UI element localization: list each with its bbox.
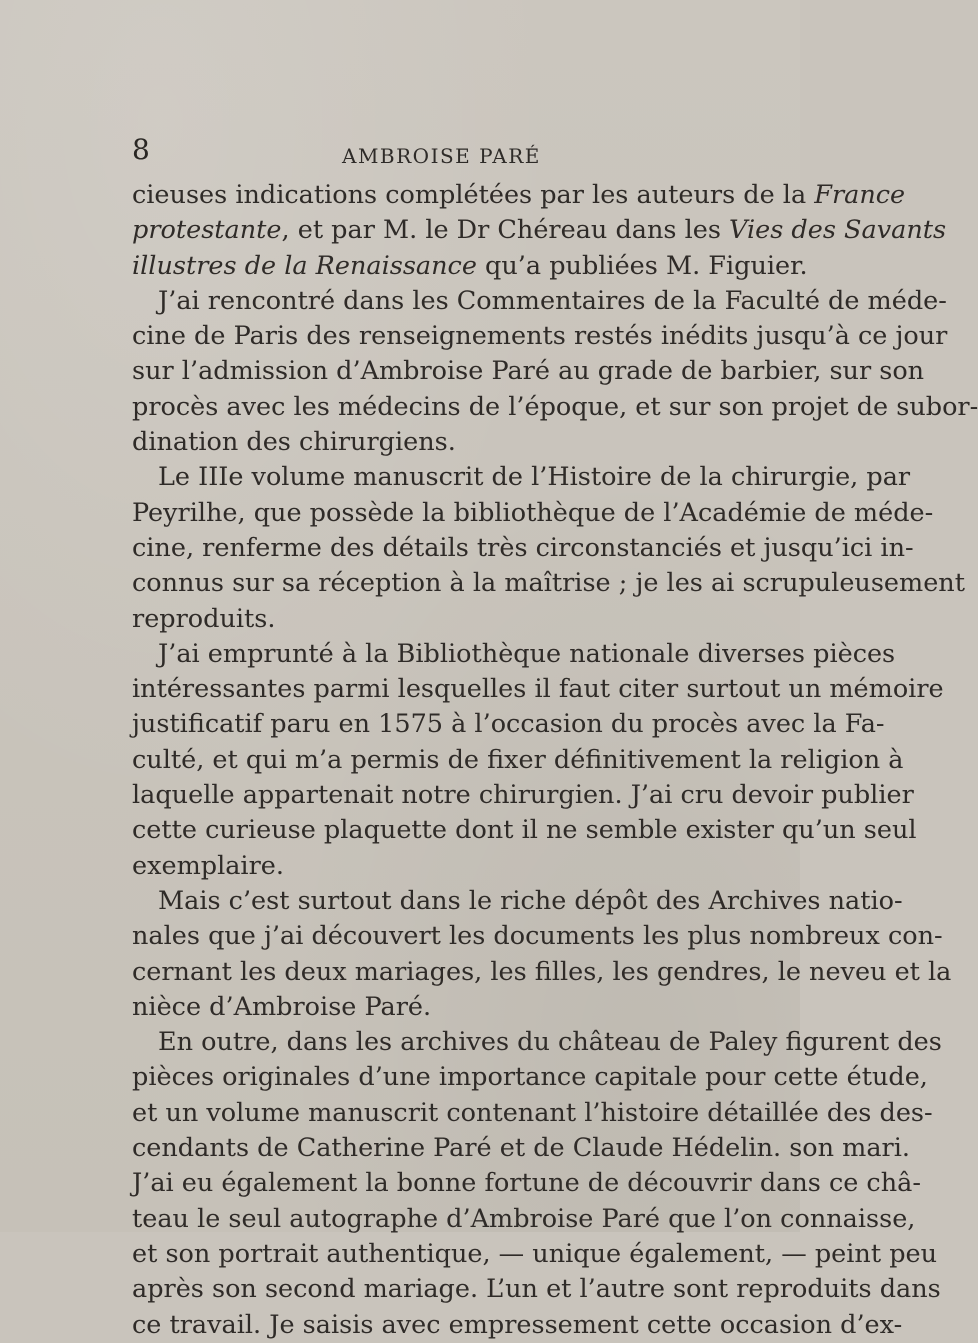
text-segment: teau le seul autographe d’Ambroise Paré que l’on connaisse, xyxy=(132,1203,916,1234)
text-segment: dination des chirurgiens. xyxy=(132,427,456,458)
text-line xyxy=(132,602,712,637)
text-segment: nièce d’Ambroise Paré. xyxy=(132,991,432,1022)
text-line xyxy=(132,884,903,919)
text-line xyxy=(132,425,712,460)
text-segment: procès avec les médecins de l’époque, et sur son projet de subor- xyxy=(132,391,978,422)
text-segment: et son portrait authentique, — unique également, — peint peu xyxy=(132,1238,938,1269)
text-segment: J’ai eu également la bonne fortune de découvrir dans ce châ- xyxy=(132,1168,921,1199)
text-line xyxy=(132,319,948,354)
text-segment: J’ai emprunté à la Bibliothèque nationale diverses pièces xyxy=(158,638,896,669)
text-line xyxy=(132,990,712,1025)
text-line xyxy=(132,1202,916,1237)
text-segment: Peyrilhe, que possède la bibliothèque de l’Académie de méde- xyxy=(132,497,934,528)
text-line xyxy=(132,531,914,566)
text-segment: , et par M. le Dr Chéreau dans les xyxy=(281,215,730,246)
text-segment: reproduits. xyxy=(132,603,276,634)
text-line xyxy=(132,284,947,319)
text-line xyxy=(132,637,896,672)
text-line xyxy=(132,1308,903,1343)
text-line xyxy=(132,390,978,425)
text-segment: justificatif paru en 1575 à l’occasion du procès avec la Fa- xyxy=(132,709,885,740)
text-segment: nales que j’ai découvert les documents les plus nombreux con- xyxy=(132,921,943,952)
text-segment: laquelle appartenait notre chirurgien. J’ai cru devoir publier xyxy=(132,780,914,811)
text-segment: et un volume manuscrit contenant l’histoire détaillée des des- xyxy=(132,1097,933,1128)
text-segment: Le IIIe volume manuscrit de l’Histoire de la chirurgie, par xyxy=(158,462,911,493)
text-segment: cieuses indications complétées par les auteurs de la xyxy=(132,180,815,210)
text-segment: intéressantes parmi lesquelles il faut citer surtout un mémoire xyxy=(132,674,944,705)
text-line xyxy=(132,707,885,742)
text-line xyxy=(132,1166,921,1201)
text-segment: cette curieuse plaquette dont il ne semble exister qu’un seul xyxy=(132,815,917,846)
text-segment: pièces originales d’une importance capitale pour cette étude, xyxy=(132,1062,928,1093)
text-line xyxy=(132,1237,938,1272)
text-line xyxy=(132,496,934,531)
text-segment: qu’a publiées M. Figuier. xyxy=(476,250,808,281)
text-line xyxy=(132,1272,941,1307)
text-segment: cendants de Catherine Paré et de Claude Hédelin. son mari. xyxy=(132,1133,911,1164)
text-line xyxy=(132,354,925,389)
text-segment: cernant les deux mariages, les filles, les gendres, le neveu et la xyxy=(132,956,952,987)
italic-text: illustres de la Renaissance xyxy=(132,250,477,281)
text-line xyxy=(132,1025,942,1060)
text-line xyxy=(132,743,904,778)
text-line xyxy=(132,813,917,848)
text-segment: culté, et qui m’a permis de fixer définitivement la religion à xyxy=(132,744,904,775)
text-segment: sur l’admission d’Ambroise Paré au grade de barbier, sur son xyxy=(132,356,925,387)
text-segment: En outre, dans les archives du château de Paley figurent des xyxy=(158,1027,942,1058)
text-line xyxy=(132,213,947,248)
text-line xyxy=(132,1060,928,1095)
text-line xyxy=(132,919,943,954)
text-segment: cine de Paris des renseignements restés inédits jusqu’à ce jour xyxy=(132,321,948,352)
text-line xyxy=(132,672,944,707)
text-line xyxy=(132,178,906,213)
text-segment: J’ai rencontré dans les Commentaires de la Faculté de méde- xyxy=(158,285,947,316)
text-segment: exemplaire. xyxy=(132,850,284,881)
italic-text: protestante xyxy=(132,215,282,246)
italic-text: France xyxy=(814,180,906,210)
running-head: AMBROISE PARÉ xyxy=(342,144,541,168)
text-segment: connus sur sa réception à la maîtrise ; je les ai scrupuleusement xyxy=(132,568,965,599)
text-segment: ce travail. Je saisis avec empressement cette occasion d’ex- xyxy=(132,1309,903,1340)
text-line xyxy=(132,955,952,990)
text-segment: Mais c’est surtout dans le riche dépôt des Archives natio- xyxy=(158,885,903,916)
text-line xyxy=(132,566,965,601)
text-segment: après son second mariage. L’un et l’autre sont reproduits dans xyxy=(132,1274,941,1305)
text-line xyxy=(132,849,712,884)
text-segment: cine, renferme des détails très circonstanciés et jusqu’ici in- xyxy=(132,532,914,563)
text-line xyxy=(132,249,808,284)
text-line xyxy=(132,1096,933,1131)
text-line xyxy=(132,460,911,495)
page-number: 8 xyxy=(132,133,150,166)
italic-text: Vies des Savants xyxy=(729,215,947,246)
text-line xyxy=(132,778,914,813)
text-line xyxy=(132,1131,911,1166)
body-text xyxy=(132,178,978,1343)
